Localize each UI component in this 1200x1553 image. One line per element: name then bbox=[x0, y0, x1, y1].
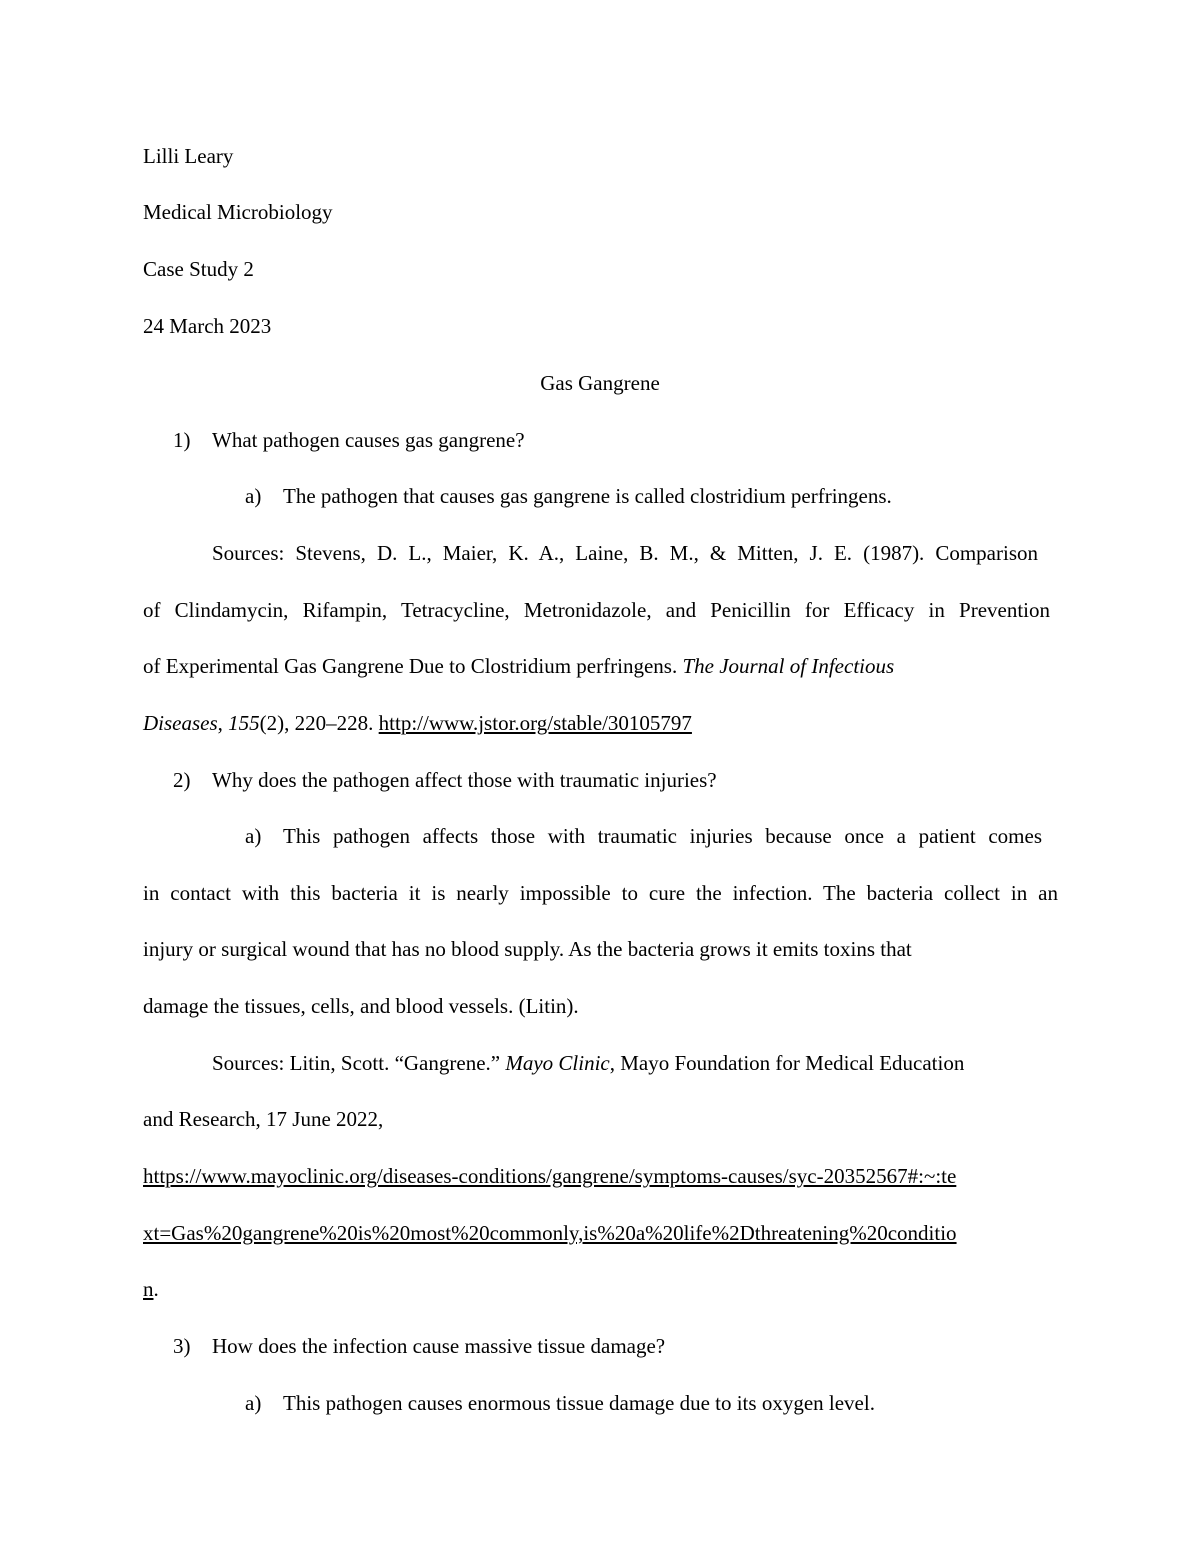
source-2-line-1 bbox=[212, 1049, 964, 1077]
source-1-journal-title-end: Diseases bbox=[143, 711, 218, 735]
source-1-pages: (2), 220–228. bbox=[259, 711, 379, 735]
answer-2-line-3: injury or surgical wound that has no blood supply. As the bacteria grows it emits toxins that bbox=[143, 937, 912, 961]
source-2-link-line-3 bbox=[143, 1275, 159, 1303]
source-2-site-name: Mayo Clinic bbox=[505, 1051, 610, 1075]
question-2-number: 2) bbox=[173, 768, 191, 792]
source-1-separator: , bbox=[217, 711, 229, 735]
question-2-text: Why does the pathogen affect those with traumatic injuries? bbox=[212, 768, 717, 792]
source-2-publisher: , Mayo Foundation for Medical Education bbox=[609, 1051, 965, 1075]
answer-2-line-2: in contact with this bacteria it is nearly impossible to cure the infection. The bacteria collect in an bbox=[143, 881, 1058, 905]
source-2-line-2: and Research, 17 June 2022, bbox=[143, 1107, 384, 1131]
answer-1-label: a) bbox=[245, 484, 262, 508]
source-1-line-2: of Clindamycin, Rifampin, Tetracycline, Metronidazole, and Penicillin for Efficacy in Prevention bbox=[143, 598, 1050, 622]
question-1-number: 1) bbox=[173, 428, 191, 452]
answer-3-label: a) bbox=[245, 1391, 262, 1415]
answer-3-text: This pathogen causes enormous tissue damage due to its oxygen level. bbox=[283, 1391, 875, 1415]
question-3-text: How does the infection cause massive tissue damage? bbox=[212, 1334, 666, 1358]
source-1-line-4 bbox=[143, 709, 692, 737]
source-2-link-end[interactable]: n bbox=[143, 1277, 154, 1301]
assignment-name: Case Study 2 bbox=[143, 257, 254, 281]
document-date: 24 March 2023 bbox=[143, 314, 272, 338]
course-name: Medical Microbiology bbox=[143, 200, 333, 224]
source-2-period: . bbox=[153, 1277, 159, 1301]
source-1-line-3-text: of Experimental Gas Gangrene Due to Clostridium perfringens. bbox=[143, 654, 683, 678]
answer-1-text: The pathogen that causes gas gangrene is called clostridium perfringens. bbox=[283, 484, 892, 508]
document-title: Gas Gangrene bbox=[540, 371, 660, 395]
source-2-author: Sources: Litin, Scott. “Gangrene.” bbox=[212, 1051, 506, 1075]
source-2-link-line-1[interactable]: https://www.mayoclinic.org/diseases-conditions/gangrene/symptoms-causes/syc-20352567#:~:te bbox=[143, 1164, 957, 1188]
question-1-text: What pathogen causes gas gangrene? bbox=[212, 428, 525, 452]
source-1-volume: 155 bbox=[228, 711, 260, 735]
author-name: Lilli Leary bbox=[143, 144, 234, 168]
source-1-journal-title: The Journal of Infectious bbox=[682, 654, 895, 678]
answer-2-line-4: damage the tissues, cells, and blood vessels. (Litin). bbox=[143, 994, 579, 1018]
source-1-line-3 bbox=[143, 652, 894, 680]
source-2-link-line-2[interactable]: xt=Gas%20gangrene%20is%20most%20commonly,is%20a%20life%2Dthreatening%20conditio bbox=[143, 1221, 957, 1245]
question-3-number: 3) bbox=[173, 1334, 191, 1358]
source-1-link[interactable]: http://www.jstor.org/stable/30105797 bbox=[378, 711, 692, 735]
answer-2-line-1: This pathogen affects those with traumatic injuries because once a patient comes bbox=[283, 824, 1042, 848]
answer-2-label: a) bbox=[245, 824, 262, 848]
source-1-line-1: Sources: Stevens, D. L., Maier, K. A., Laine, B. M., & Mitten, J. E. (1987). Comparison bbox=[212, 541, 1038, 565]
